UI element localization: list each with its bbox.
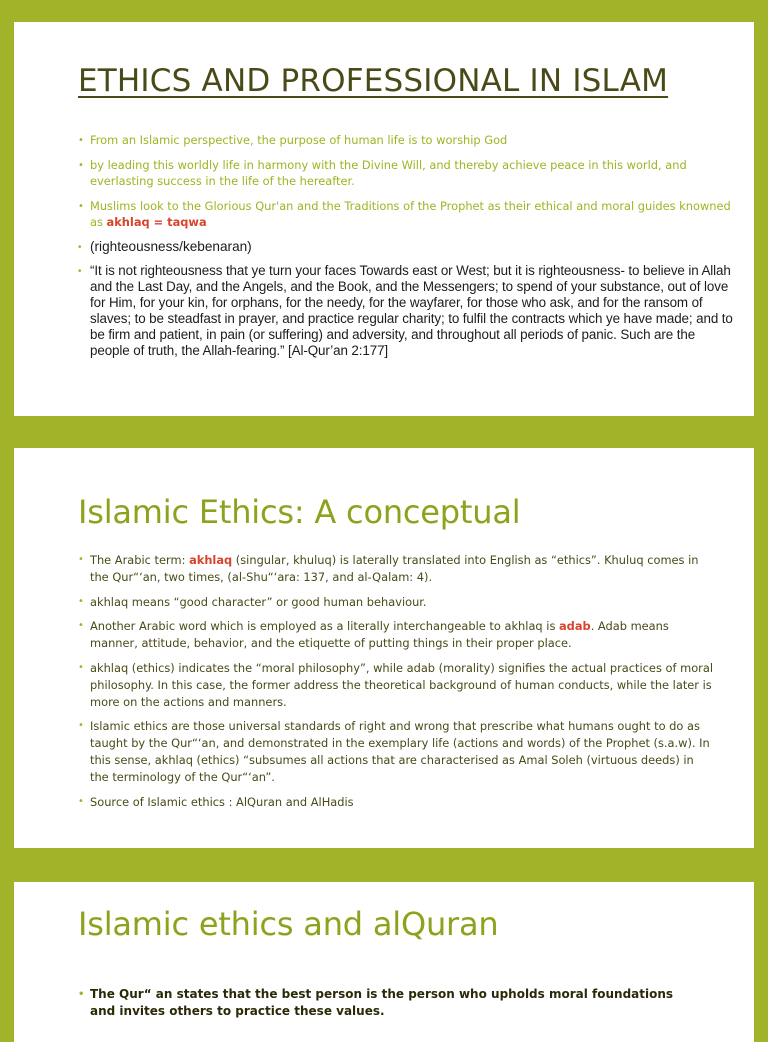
slide-title: Islamic Ethics: A conceptual [78,493,521,531]
bullet-icon: • [78,554,84,565]
list-item [78,594,714,611]
bullet-icon: • [78,200,84,212]
bullet-icon: • [78,795,84,807]
slide-title: ETHICS AND PROFESSIONAL IN ISLAM [78,63,669,99]
bullet-icon: • [78,135,84,146]
list-item [78,552,714,586]
bullet-icon: • [78,159,84,171]
bullet-icon: • [78,595,84,607]
list-item [78,660,714,710]
bullet-icon: • [78,989,85,1000]
highlight-term: akhlaq [189,553,233,567]
slide-ethics-professional [14,22,754,416]
bullet-icon: • [78,241,82,253]
bullet-text-post: (singular, khuluq) is laterally translated into English as “ethics”. Khuluq comes in the Qur“‘an, two times, (al-Shu“‘ara: 137, and al-Qalam: 4). [90,553,699,584]
slide-islamic-ethics-alquran [14,882,754,1042]
highlight-term: akhlaq = taqwa [106,215,207,229]
bullet-list [78,986,698,1020]
bullet-text-pre: Source of Islamic ethics : AlQuran and AlHadis [90,794,354,809]
list-item [78,794,714,811]
bullet-text: The Qur“ an states that the best person is the person who upholds moral foundations and invites others to practice these values. [90,987,674,1018]
bullet-icon: • [78,266,82,277]
list-item [78,132,738,149]
list-item [78,618,714,652]
bullet-text: (righteousness/kebenaran) [90,238,252,254]
bullet-text: Muslims look to the Glorious Qur'an and the Traditions of the Prophet as their ethical and moral guides knowned as [90,198,731,229]
bullet-text: “It is not righteousness that ye turn your faces Towards east or West; but it is righteousness- to believe in Allah and the Last Day, and the Angels, and the Book, and the Messengers; to spend of your substance, out of love for Him, for your kin, for orphans, for the needy, for the wayfarer, for those who ask, and for the ransom of slaves; to be steadfast in prayer, and practice regular charity; to fulfil the contracts which ye have made; and to be firm and patient, in pain (or suffering) and adversity, and throughout all periods of panic. Such are the people of truth, the Allah-fearing.” [Al-Qur’an 2:177] [90,263,733,358]
bullet-text: From an Islamic perspective, the purpose of human life is to worship God [90,133,508,147]
slide-islamic-ethics-conceptual [14,448,754,848]
bullet-text-pre: The Arabic term: [90,553,190,567]
bullet-text-pre: akhlaq means “good character” or good human behaviour. [90,594,427,609]
slide-title: Islamic ethics and alQuran [78,905,499,943]
list-item [78,718,714,785]
bullet-icon: • [78,620,84,632]
list-item [78,198,738,231]
bullet-list [78,132,738,367]
bullet-icon: • [78,661,84,673]
highlight-term: adab [559,619,591,634]
bullet-text: by leading this worldly life in harmony with the Divine Will, and thereby achieve peace in this world, and everlasting success in the life of the hereafter. [90,157,687,188]
bullet-icon: • [78,720,84,732]
bullet-text-post: . Adab means manner, attitude, behavior, and the etiquette of putting things in their proper place. [90,619,669,651]
list-item [78,239,738,256]
bullet-list [78,552,714,818]
bullet-text-pre: Islamic ethics are those universal standards of right and wrong that prescribe what humans ought to do as taught by the Qur“‘an, and demonstrated in the exemplary life (actions and words) of the Prophet (s.a.w). In this sense, akhlaq (ethics) “subsumes all actions that are characterised as Amal Soleh (virtuous deeds) in the terminology of the Qur“‘an”. [90,719,710,784]
list-item [78,157,738,190]
list-item [78,986,698,1020]
bullet-text-pre: akhlaq (ethics) indicates the “moral philosophy”, while adab (morality) signifies the actual practices of moral philosophy. In this case, the former address the theoretical background of human conducts, while the later is more on the actions and manners. [90,660,713,709]
list-item [78,263,738,359]
bullet-text-pre: Another Arabic word which is employed as a literally interchangeable to akhlaq is [90,619,559,634]
